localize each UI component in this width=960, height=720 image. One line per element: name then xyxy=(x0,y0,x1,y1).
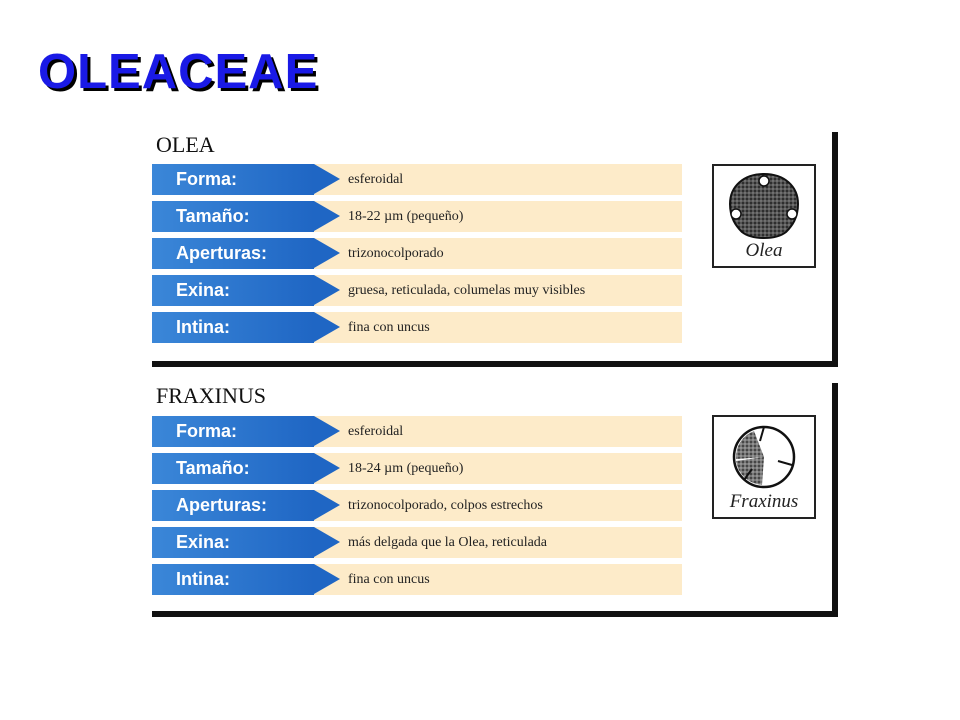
slide-title: OLEACEAE xyxy=(38,45,319,99)
row-value: esferoidal xyxy=(348,424,404,439)
row-label: Exina: xyxy=(176,280,231,300)
row-label: Tamaño: xyxy=(176,458,250,478)
row-value: fina con uncus xyxy=(348,320,430,335)
row-value: trizonocolporado xyxy=(348,246,444,261)
row-value: 18-22 µm (pequeño) xyxy=(348,209,464,224)
row-forma xyxy=(152,416,682,447)
row-label: Forma: xyxy=(176,169,238,189)
row-exina xyxy=(152,275,682,306)
row-intina xyxy=(152,564,682,595)
row-value: más delgada que la Olea, reticulada xyxy=(348,535,548,550)
section-title: OLEA xyxy=(156,132,215,157)
section-olea xyxy=(152,132,838,367)
section-title: FRAXINUS xyxy=(156,383,267,408)
row-intina xyxy=(152,312,682,343)
figure-caption: Fraxinus xyxy=(729,491,799,512)
row-value: esferoidal xyxy=(348,172,404,187)
section-fraxinus xyxy=(152,383,838,617)
row-label: Aperturas: xyxy=(176,495,268,515)
row-forma xyxy=(152,164,682,195)
row-label: Tamaño: xyxy=(176,206,250,226)
row-label: Aperturas: xyxy=(176,243,268,263)
fraxinus-pollen-figure xyxy=(712,415,816,519)
row-aperturas xyxy=(152,490,682,521)
row-label: Exina: xyxy=(176,532,231,552)
row-label: Intina: xyxy=(176,317,230,337)
row-tamano xyxy=(152,453,682,484)
row-aperturas xyxy=(152,238,682,269)
row-value: gruesa, reticulada, columelas muy visibles xyxy=(348,283,586,298)
figure-caption: Olea xyxy=(745,240,783,261)
row-tamano xyxy=(152,201,682,232)
row-label: Intina: xyxy=(176,569,230,589)
row-value: 18-24 µm (pequeño) xyxy=(348,461,464,476)
row-label: Forma: xyxy=(176,421,238,441)
row-exina xyxy=(152,527,682,558)
row-value: fina con uncus xyxy=(348,572,430,587)
olea-pollen-figure xyxy=(712,164,816,268)
row-value: trizonocolporado, colpos estrechos xyxy=(348,498,543,513)
